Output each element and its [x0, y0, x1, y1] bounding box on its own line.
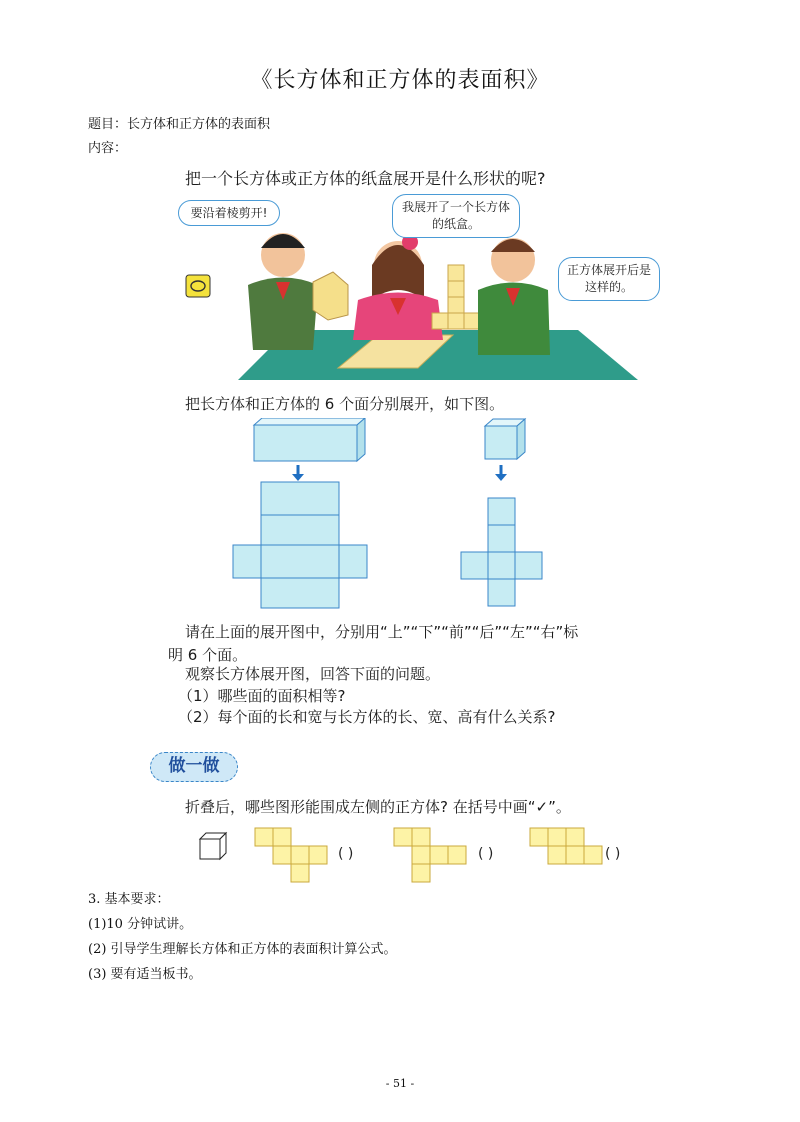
observe-instruction: 观察长方体展开图，回答下面的问题。 [185, 665, 441, 683]
content-label: 内容： [88, 141, 128, 156]
instruction-label-faces-line1: 请在上面的展开图中，分别用“上”“下”“前”“后”“左”“右”标 [185, 623, 579, 641]
net-option-2 [394, 828, 466, 882]
held-box [313, 272, 348, 320]
do-it-badge: 做一做 [150, 752, 238, 782]
cube-net-figure [455, 418, 555, 613]
requirement-item-3: (3) 要有适当板书。 [88, 967, 202, 982]
instruction-unfold: 把长方体和正方体的 6 个面分别展开，如下图。 [185, 395, 505, 413]
question-2: （2）每个面的长和宽与长方体的长、宽、高有什么关系? [178, 708, 556, 726]
fold-question: 折叠后，哪些图形能围成左侧的正方体? 在括号中画“✓”。 [185, 798, 571, 816]
speech-bubble-middle: 我展开了一个长方体的纸盒。 [392, 194, 520, 238]
requirement-item-1: (1)10 分钟试讲。 [88, 917, 193, 932]
page-number: - 51 - [385, 1077, 415, 1090]
cube-drawing [485, 419, 525, 459]
requirements-heading: 3. 基本要求： [88, 892, 170, 907]
requirement-item-2: (2) 引导学生理解长方体和正方体的表面积计算公式。 [88, 942, 397, 957]
speech-bubble-left: 要沿着棱剪开! [178, 200, 280, 226]
down-arrow-icon [495, 465, 507, 481]
question-1: （1）哪些面的面积相等? [178, 687, 346, 705]
question-text: 把一个长方体或正方体的纸盒展开是什么形状的呢? [185, 169, 546, 188]
answer-paren-1[interactable]: ( ) [338, 846, 354, 862]
net-option-3 [530, 828, 602, 864]
down-arrow-icon [292, 465, 304, 481]
reference-cube-icon [200, 833, 226, 859]
answer-paren-3[interactable]: ( ) [605, 846, 621, 862]
fold-options-figure [198, 826, 628, 886]
speech-bubble-right: 正方体展开后是这样的。 [558, 257, 660, 301]
answer-paren-2[interactable]: ( ) [478, 846, 494, 862]
cuboid-net [233, 482, 367, 608]
speech-marker-icon [185, 274, 211, 298]
net-option-1 [255, 828, 327, 882]
page-title: 《长方体和正方体的表面积》 [250, 68, 550, 93]
instruction-label-faces-line2: 明 6 个面。 [168, 646, 248, 664]
topic-label: 题目：长方体和正方体的表面积 [88, 117, 271, 132]
cuboid-drawing [254, 418, 365, 461]
cube-net [461, 498, 542, 606]
